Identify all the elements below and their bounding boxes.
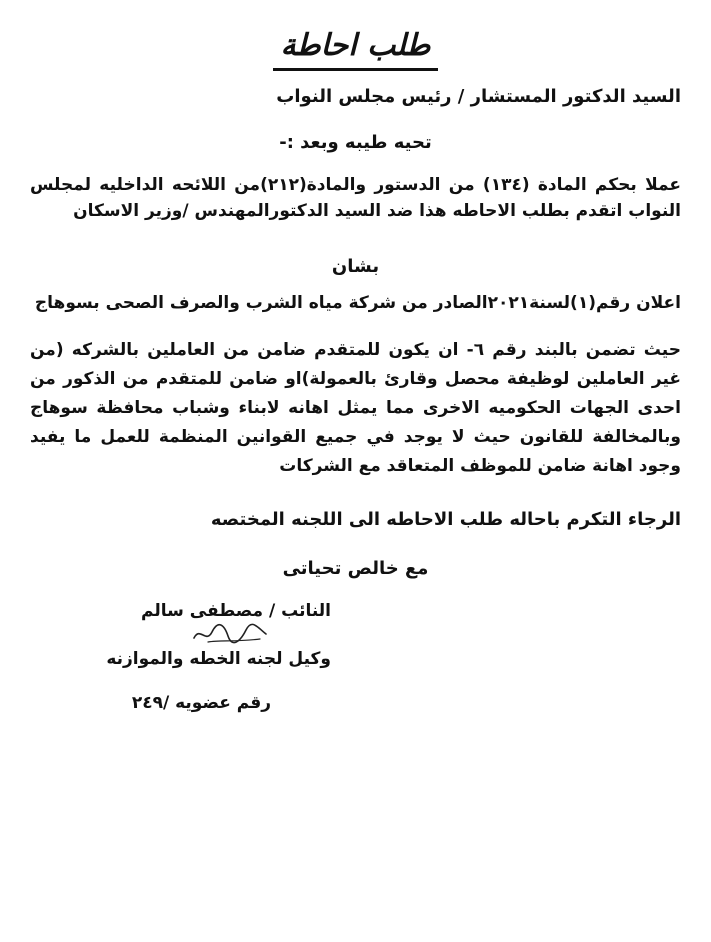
handwritten-signature [190, 618, 270, 648]
request-line: الرجاء التكرم باحاله طلب الاحاطه الى اللجنه المختصه [210, 509, 681, 530]
closing-line: مع خالص تحياتى [282, 558, 429, 579]
document-title: طلب احاطة [273, 26, 439, 71]
signatory-role: وكيل لجنه الخطه والموازنه [106, 649, 331, 669]
membership-number: رقم عضويه /٢٤٩ [131, 693, 271, 713]
addressee-line: السيد الدكتور المستشار / رئيس مجلس النواب [276, 86, 681, 107]
title-wrapper [0, 26, 711, 71]
subject-heading: بشان [331, 256, 380, 277]
subject-line: اعلان رقم(١)لسنة٢٠٢١الصادر من شركة مياه الشرب والصرف الصحى بسوهاج [34, 293, 681, 313]
details-paragraph: حيث تضمن بالبند رقم ٦- ان يكون للمتقدم ضامن من العاملين بالشركه (من غير العاملين لوظيفة محصل وقارئ بالعمولة)او ضامن للمتقدم من الذكور من احدى الجهات الحكوميه الاخرى مما يمثل اهانه لابناء وشباب محافظة سوهاج وبالمخالفة للقانون حيث لا يوجد في جميع القوانين المنظمة للعمل ما يفيد وجود اهانة ضامن للموظف المتعاقد مع الشركات [30, 340, 681, 476]
signatory-name: النائب / مصطفى سالم [141, 601, 331, 621]
greeting-line: تحيه طيبه وبعد :- [279, 132, 432, 153]
intro-paragraph: عملا بحكم المادة (١٣٤) من الدستور والمادة(٢١٢)من اللائحه الداخليه لمجلس النواب اتقدم بطلب الاحاطه هذا ضد السيد الدكتورالمهندس /وزير الاسكان [30, 175, 681, 221]
